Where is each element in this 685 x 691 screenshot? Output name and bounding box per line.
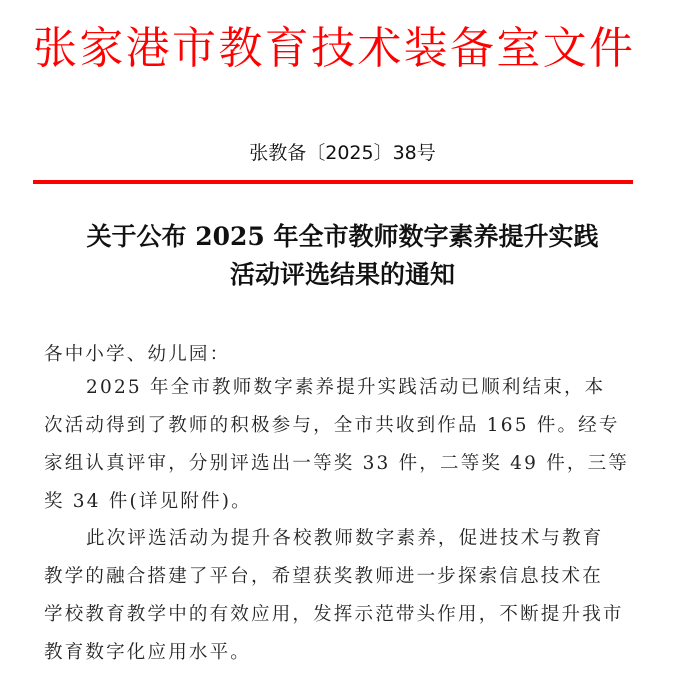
- salutation: 各中小学、幼儿园：: [44, 344, 231, 365]
- paragraph-2-line-4: 教育数字化应用水平。: [44, 642, 252, 663]
- paragraph-2-line-2: 教学的融合搭建了平台，希望获奖教师进一步探索信息技术在: [44, 566, 603, 587]
- paragraph-1: [44, 369, 644, 521]
- red-divider-rule: [33, 180, 633, 184]
- paragraph-1-line-1: 2025 年全市教师数字素养提升实践活动已顺利结束，本: [86, 377, 606, 398]
- masthead-title: 张家港市教育技术装备室文件: [33, 23, 633, 74]
- paragraph-2-line-3: 学校教育教学中的有效应用，发挥示范带头作用，不断提升我市: [44, 604, 624, 625]
- paragraph-2: [44, 520, 644, 672]
- title-line-2: 活动评选结果的通知: [229, 260, 455, 289]
- paragraph-1-line-3: 家组认真评审，分别评选出一等奖 33 件，二等奖 49 件，三等: [44, 453, 630, 474]
- title-line-1: 关于公布 2025 年全市教师数字素养提升实践: [86, 222, 599, 251]
- paragraph-1-line-2: 次活动得到了教师的积极参与，全市共收到作品 165 件。经专: [44, 415, 620, 436]
- paragraph-1-line-4: 奖 34 件(详见附件)。: [44, 491, 252, 512]
- notice-title: [0, 218, 685, 294]
- paragraph-2-line-1: 此次评选活动为提升各校教师数字素养，促进技术与教育: [86, 528, 604, 549]
- document-number: 张教备〔2025〕38号: [249, 142, 436, 164]
